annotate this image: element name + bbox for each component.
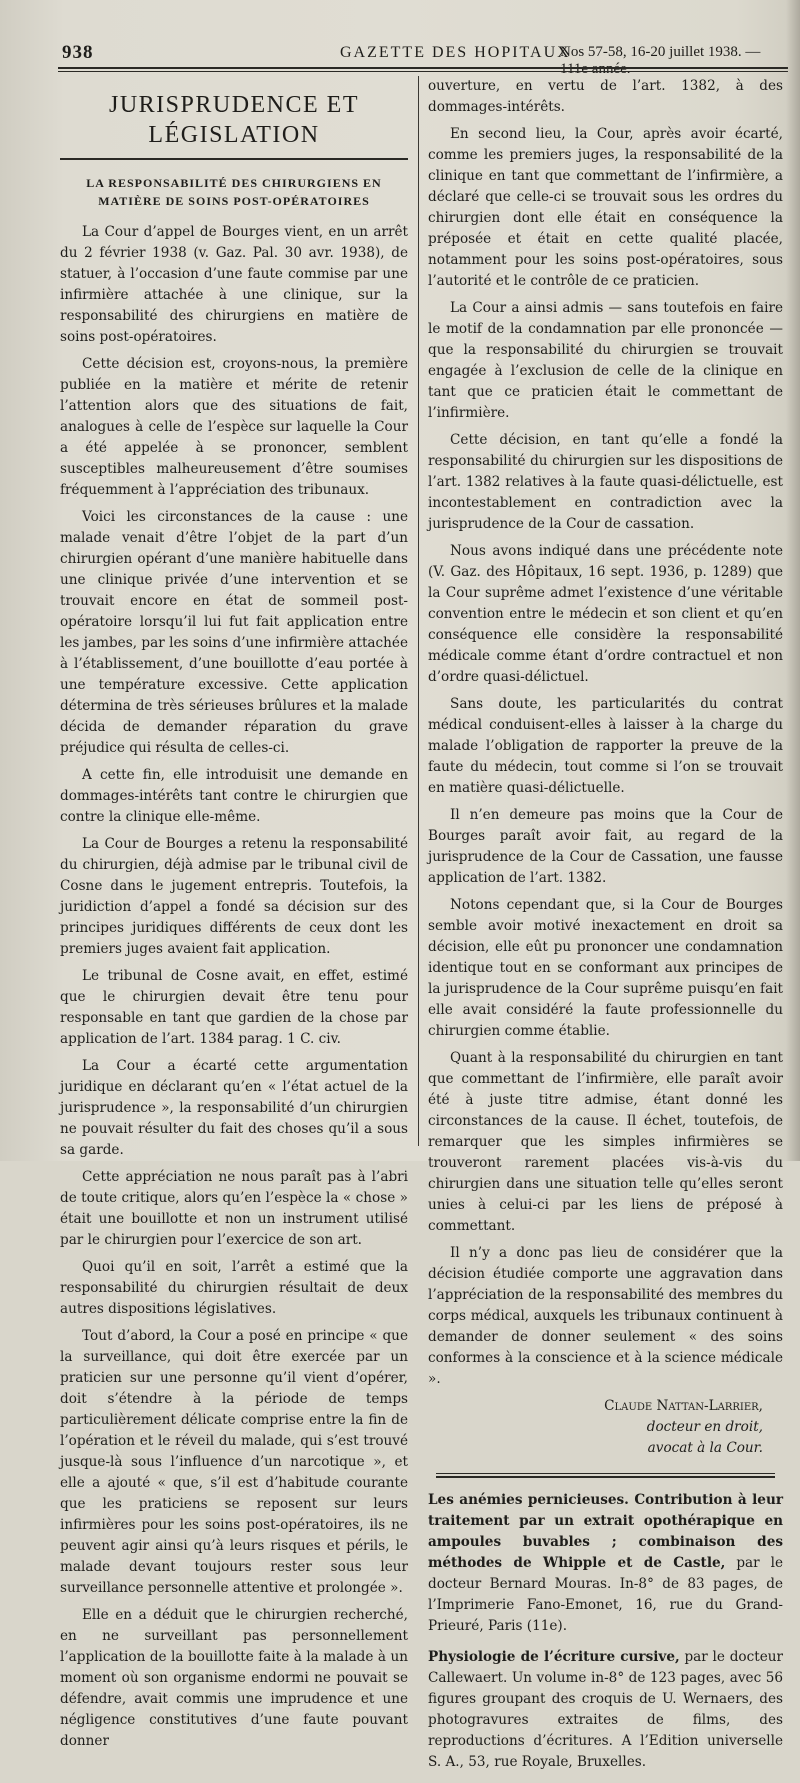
title-rule [60,158,408,160]
paragraph: Quant à la responsabilité du chirurgien en tant que commettant de l’infirmière, elle paraît avoir été à juste titre admise, étant donné les circonstances de la cause. Il échet, toutefois, de remarquer que les simples infirmières se trouveront rarement placées vis-à-vis du chirurgien dans une situation telle qu’elles seront unies à celui-ci par les liens de préposé à commettant. [428,1050,783,1234]
section-title: JURISPRUDENCE ET LÉGISLATION [108,92,360,148]
bibliography-entry [428,1647,783,1773]
paragraph: Nous avons indiqué dans une précédente note (V. Gaz. des Hôpitaux, 16 sept. 1936, p. 1289) que la Cour suprême admet l’existence d’une véritable convention entre le médecin et son client et qu’en conséquence elle considère la responsabilité médicale comme étant d’ordre contractuel et non d’ordre quasi-délictuel. [428,543,783,685]
page-header [50,42,790,77]
article-subhead: LA RESPONSABILITÉ DES CHIRURGIENS EN MATIÈRE DE SOINS POST-OPÉRATOIRES [86,176,382,208]
paragraph: Le tribunal de Cosne avait, en effet, estimé que le chirurgien devait être tenu pour responsable en tant que gardien de la chose par application de l’art. 1384 parag. 1 C. civ. [60,968,408,1047]
paragraph: A cette fin, elle introduisit une demande en dommages-intérêts tant contre le chirurgien que contre la clinique elle-même. [60,767,408,825]
column-divider [418,76,419,1146]
author-role: docteur en droit, [646,1419,763,1435]
paragraph: Quoi qu’il en soit, l’arrêt a estimé que la responsabilité du chirurgien résultait de deux autres dispositions législatives. [60,1259,408,1317]
author-role: avocat à la Cour. [647,1440,763,1456]
page-number: 938 [62,42,94,63]
separator-rule [436,1473,775,1474]
journal-title: GAZETTE DES HOPITAUX [340,44,571,61]
paragraph: La Cour de Bourges a retenu la responsabilité du chirurgien, déjà admise par le tribunal civil de Cosne dans le jugement entrepris. Toutefois, la juridiction d’appel a fondé sa décision sur des principes juridiques différents de ceux dont les premiers juges avaient fait application. [60,836,408,957]
header-rule-thin [58,71,788,72]
paragraph: En second lieu, la Cour, après avoir écarté, comme les premiers juges, la responsabilité de la clinique en tant que commettant de l’infirmière, a déclaré que celle-ci se trouvait sous les ordres du chirurgien dont elle était en conséquence la préposée et était en cette qualité placée, notamment pour les soins post-opératoires, sous l’autorité et le contrôle de ce praticien. [428,126,783,289]
author-name: Claude Nattan-Larrier, [604,1398,763,1414]
paragraph: Tout d’abord, la Cour a posé en principe « que la surveillance, qui doit être exercée par un praticien sur une personne qu’il vient d’opérer, doit s’étendre à la période de temps particulièrement délicate comprise entre la fin de l’opération et le réveil du malade, qui s’est trouvé jusque-là sous l’influence d’un narcotique », et elle a ajouté « que, s’il est d’habitude courante que les praticiens se reposent sur leurs infirmières pour les soins post-opératoires, ils ne peuvent agir ainsi qu’à leurs risques et périls, le malade devant toujours rester sous leur surveillance personnelle attentive et prolongée ». [60,1328,408,1596]
paragraph: Il n’y a donc pas lieu de considérer que la décision étudiée comporte une aggravation dans l’appréciation de la responsabilité des membres du corps médical, auxquels les tribunaux continuent à demander de donner seulement « des soins conformes à la conscience et à la science médicale ». [428,1245,783,1387]
paragraph: La Cour a écarté cette argumentation juridique en déclarant qu’en « l’état actuel de la jurisprudence », la responsabilité d’un chirurgien ne pouvait résulter du fait des choses qu’il a sous sa garde. [60,1058,408,1158]
paragraph: Cette décision, en tant qu’elle a fondé la responsabilité du chirurgien sur les dispositions de l’art. 1382 relatives à la faute quasi-délictuelle, est incontestablement en contradiction avec la jurisprudence de la Cour de cassation. [428,432,783,532]
paragraph: Cette décision est, croyons-nous, la première publiée en la matière et mérite de retenir l’attention alors que des situations de fait, analogues à celle de l’espèce sur laquelle la Cour a été appelée à se prononcer, semblent susceptibles malheureusement d’être soumises fréquemment à l’appréciation des tribunaux. [60,356,408,498]
author-signature [428,1396,783,1459]
issue-info: Nos 57-58, 16-20 juillet 1938. — 111e année. [560,44,761,77]
paragraph: Elle en a déduit que le chirurgien recherché, en ne surveillant pas personnellement l’application de la bouillotte faite à la malade à un moment où son organisme endormi ne pouvait se défendre, avait commis une imprudence et une négligence constitutives d’une faute pouvant donner [60,1607,408,1749]
bibliography-details: par le docteur Bernard Mouras. In-8° de 83 pages, de l’Imprimerie Fano-Emonet, 16, rue du Grand-Prieuré, Paris (11e). [428,1555,783,1634]
bibliography-entry [428,1490,783,1637]
paragraph: ouverture, en vertu de l’art. 1382, à des dommages-intérêts. [428,78,783,115]
separator-rule-thick [436,1476,775,1478]
paragraph: La Cour a ainsi admis — sans toutefois en faire le motif de la condamnation par elle prononcée — que la responsabilité du chirurgien se trouvait engagée à l’exclusion de celle de la clinique en tant que ce praticien était le commettant de l’infirmière. [428,300,783,421]
paragraph: Cette appréciation ne nous paraît pas à l’abri de toute critique, alors qu’en l’espèce la « chose » était une bouillotte et non un instrument utilisé par le chirurgien pour l’exercice de son art. [60,1169,408,1248]
left-column [60,90,408,1758]
paragraph: Sans doute, les particularités du contrat médical conduisent-elles à laisser à la charge du malade l’obligation de rapporter la preuve de la faute du médecin, tout comme si l’on se trouvait en matière quasi-délictuelle. [428,696,783,796]
header-rule [58,67,788,69]
paragraph: La Cour d’appel de Bourges vient, en un arrêt du 2 février 1938 (v. Gaz. Pal. 30 avr. 1938), de statuer, à l’occasion d’une faute commise par une infirmière attachée à une clinique, sur la responsabilité des chirurgiens en matière de soins post-opératoires. [60,224,408,345]
bibliography-details: par le docteur Callewaert. Un volume in-8° de 123 pages, avec 56 figures groupant des croquis de U. Wernaers, des photogravures extraites de films, des reproductions d’écritures. A l’Edition universelle S. A., 53, rue Royale, Bruxelles. [428,1649,783,1770]
bibliography-title: Physiologie de l’écriture cursive, [428,1649,680,1665]
right-column [428,76,783,1783]
paragraph: Voici les circonstances de la cause : une malade venait d’être l’objet de la part d’un chirurgien opérant d’une manière habituelle dans une clinique privée d’une intervention et se trouvait encore en état de sommeil post-opératoire lorsqu’il lui fut fait application entre les jambes, par les soins d’une infirmière attachée à l’établissement, d’une bouillotte d’eau portée à une température excessive. Cette application détermina de très sérieuses brûlures et la malade décida de demander réparation du grave préjudice qui résulta de celles-ci. [60,509,408,756]
paragraph: Il n’en demeure pas moins que la Cour de Bourges paraît avoir fait, au regard de la jurisprudence de la Cour de Cassation, une fausse application de l’art. 1382. [428,807,783,886]
bibliography-title: Les anémies pernicieuses. Contribution à leur traitement par un extrait opothérapique en ampoules buvables ; combinaison des méthodes de Whipple et de Castle, [428,1492,783,1571]
page-edge-shadow [786,0,800,1161]
paragraph: Notons cependant que, si la Cour de Bourges semble avoir motivé inexactement en droit sa décision, elle eût pu prononcer une condamnation identique tout en se conformant aux principes de la jurisprudence de la Cour suprême puisqu’en fait elle avait considéré la faute professionnelle du chirurgien comme établie. [428,897,783,1039]
